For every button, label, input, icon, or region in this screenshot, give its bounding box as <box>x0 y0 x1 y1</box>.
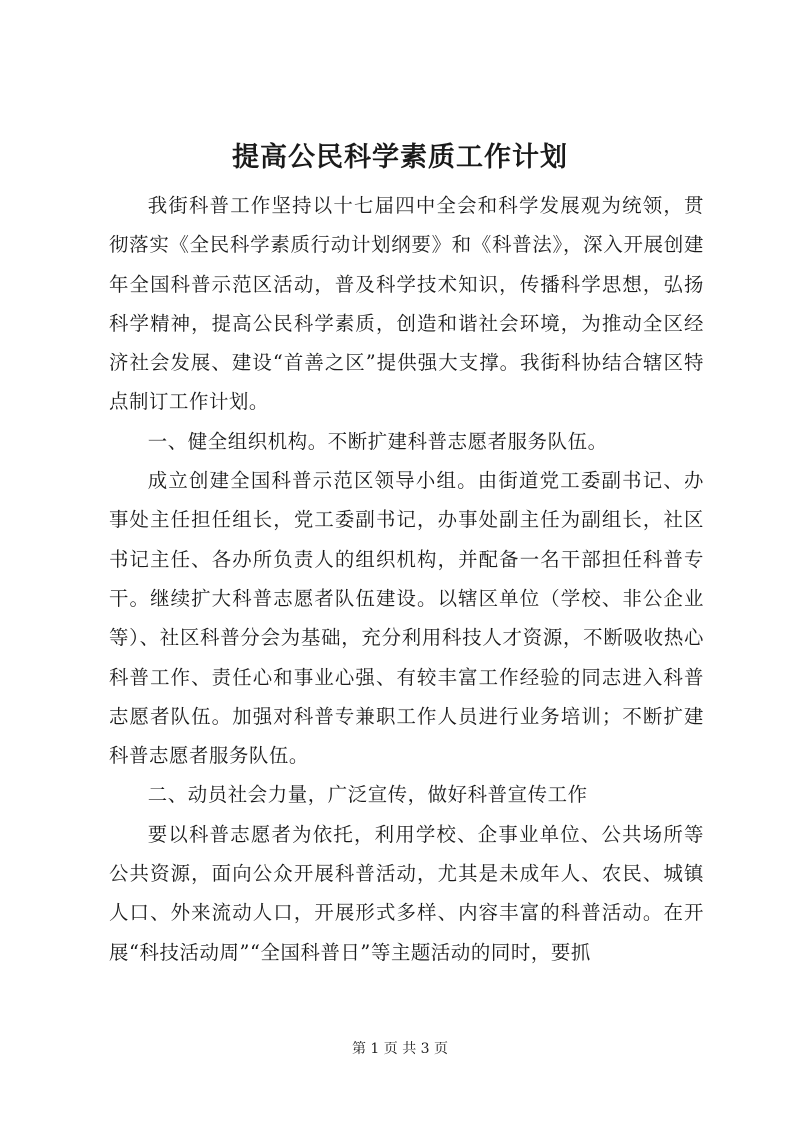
section-heading-2: 二、动员社会力量，广泛宣传，做好科普宣传工作 <box>147 783 588 807</box>
page-footer: 第 1 页 共 3 页 <box>351 1041 449 1057</box>
paragraph-organization: 成立创建全国科普示范区领导小组。由街道党工委副书记、办事处主任担任组长，党工委副书记，办事处副主任为副组长，社区书记主任、各办所负责人的组织机构，并配备一名干部担任科普专干。继续扩大科普志愿者队伍建设。以辖区单位（学校、非公企业等）、社区科普分会为基础，充分利用科技人才资源，不断吸收热心科普工作、责任心和事业心强、有较丰富工作经验的同志进入科普志愿者队伍。加强对科普专兼职工作人员进行业务培训；不断扩建科普志愿者服务队伍。 <box>109 469 704 768</box>
document-title: 提高公民科学素质工作计划 <box>232 142 568 173</box>
document-body <box>109 186 704 972</box>
paragraph-intro: 我街科普工作坚持以十七届四中全会和科学发展观为统领，贯彻落实《全民科学素质行动计划纲要》和《科普法》，深入开展创建年全国科普示范区活动，普及科学技术知识，传播科学思想，弘扬科学精神，提高公民科学素质，创造和谐社会环境，为推动全区经济社会发展、建设“首善之区”提供强大支撑。我街科协结合辖区特点制订工作计划。 <box>109 194 704 414</box>
section-heading-1: 一、健全组织机构。不断扩建科普志愿者服务队伍。 <box>147 429 608 453</box>
paragraph-publicity: 要以科普志愿者为依托，利用学校、企事业单位、公共场所等公共资源，面向公众开展科普活动，尤其是未成年人、农民、城镇人口、外来流动人口，开展形式多样、内容丰富的科普活动。在开展“科技活动周”“全国科普日”等主题活动的同时，要抓 <box>109 822 704 964</box>
